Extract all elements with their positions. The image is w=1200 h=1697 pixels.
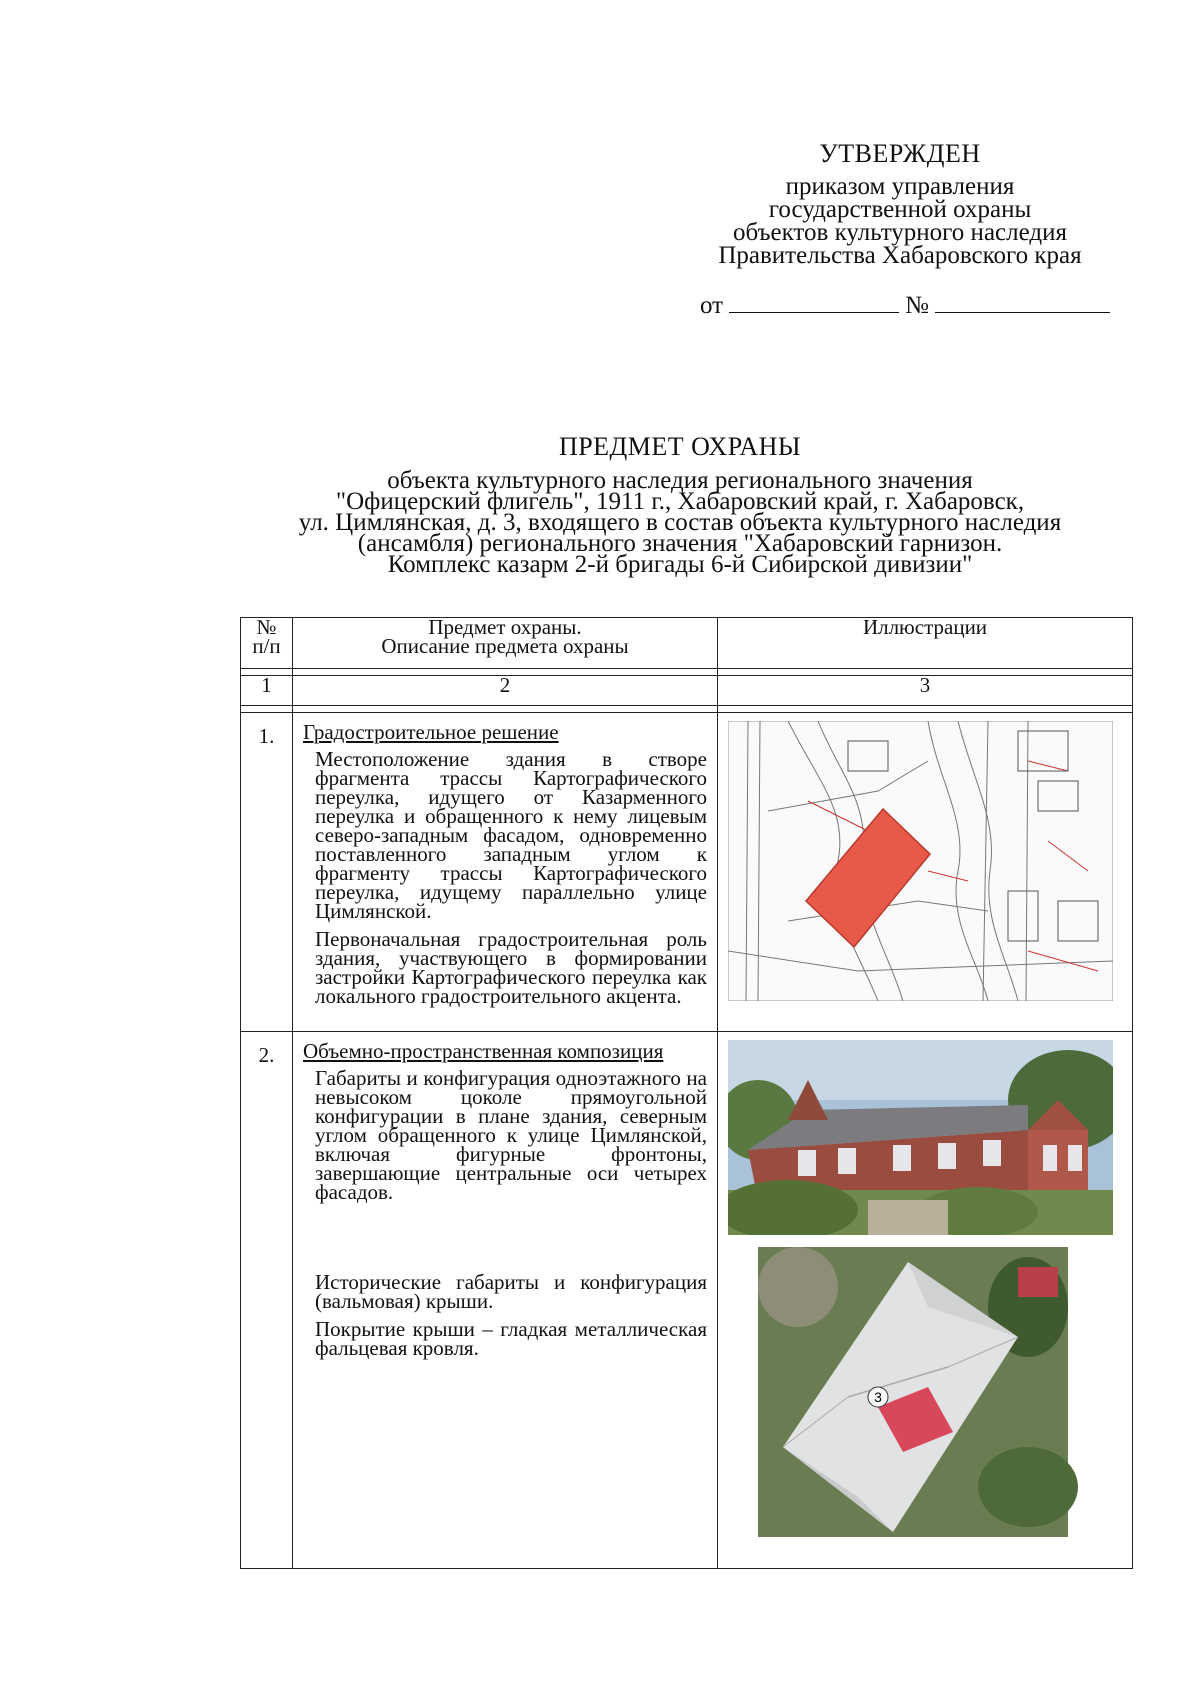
subtitle-line: "Офицерский флигель", 1911 г., Хабаровский край, г. Хабаровск, — [335, 488, 1025, 515]
row-paragraph: Покрытие крыши – гладкая металлическая фальцевая кровля. — [315, 1317, 707, 1360]
date-blank — [729, 290, 899, 313]
approval-date-line — [700, 290, 1110, 320]
row-paragraph: Габариты и конфигурация одноэтажного на невысоком цоколе прямоугольной конфигурации в плане здания, северным углом обращенного к улице Цимлянской, включая фигурные фронтоны, завершающие центральные оси четырех фасадов. — [315, 1066, 707, 1204]
number-sign: № — [905, 292, 929, 319]
row-heading: Градостроительное решение — [303, 720, 559, 744]
row-number: 1. — [241, 713, 293, 1032]
row-illustration — [718, 713, 1133, 1032]
approval-line: Правительства Хабаровского края — [718, 242, 1082, 269]
document-subtitle — [240, 467, 1120, 578]
site-plan-map — [728, 721, 1113, 1001]
header-illustrations: Иллюстрации — [718, 618, 1133, 669]
approval-line: приказом управления — [785, 173, 1015, 200]
document-title: ПРЕДМЕТ ОХРАНЫ — [558, 432, 802, 461]
table-header-row — [241, 618, 1133, 669]
subtitle-line: объекта культурного наследия регионального значения — [387, 467, 973, 494]
header-num — [241, 615, 293, 669]
table-row — [241, 713, 1133, 1032]
approval-heading: УТВЕРЖДЕН — [819, 139, 981, 168]
column-numbers-row — [241, 676, 1133, 706]
approval-line: государственной охраны — [768, 196, 1032, 223]
row-paragraph: Исторические габариты и конфигурация (вальмовая) крыши. — [315, 1270, 707, 1313]
column-number: 2 — [293, 676, 718, 706]
table-gap-row — [241, 669, 1133, 676]
column-number: 1 — [241, 676, 293, 706]
row-paragraph: Местоположение здания в створе фрагмента трассы Картографического переулка, идущего от Казарменного переулка и обращенного к нему лицевым северо-западным фасадом, одновременно поставленного западным углом к фрагменту трассы Картографического переулка, идущему параллельно улице Цимлянской. — [315, 747, 707, 923]
header-desc — [293, 615, 718, 669]
row-number: 2. — [241, 1032, 293, 1569]
subtitle-line: Комплекс казарм 2-й бригады 6-й Сибирской дивизии" — [387, 551, 973, 578]
row-heading: Объемно-пространственная композиция — [303, 1039, 664, 1063]
aerial-roof-photo — [728, 1247, 1113, 1537]
column-number: 3 — [718, 676, 1133, 706]
row-paragraph: Первоначальная градостроительная роль здания, участвующего в формировании застройки Картографического переулка как локального градостроительного акцента. — [315, 927, 707, 1008]
header-desc-line: Предмет охраны. — [428, 615, 582, 639]
row-description — [293, 1032, 718, 1569]
approval-line: объектов культурного наследия — [733, 219, 1067, 246]
table-gap-row — [241, 706, 1133, 713]
row-description — [293, 713, 718, 1032]
building-photo — [728, 1040, 1113, 1235]
header-num-line: № — [256, 615, 277, 639]
header-desc-line: Описание предмета охраны — [381, 634, 629, 658]
header-num-line: п/п — [252, 634, 281, 658]
date-prefix: от — [700, 292, 724, 319]
subtitle-line: ул. Цимлянская, д. 3, входящего в состав объекта культурного наследия — [298, 509, 1062, 536]
number-blank — [935, 290, 1110, 313]
approval-block — [680, 139, 1120, 269]
subtitle-line: (ансамбля) регионального значения "Хабаровский гарнизон. — [357, 530, 1003, 557]
table-row — [241, 1032, 1133, 1569]
aerial-label: 3 — [874, 1389, 882, 1405]
protection-subject-table — [240, 617, 1133, 1569]
row-illustration — [718, 1032, 1133, 1569]
